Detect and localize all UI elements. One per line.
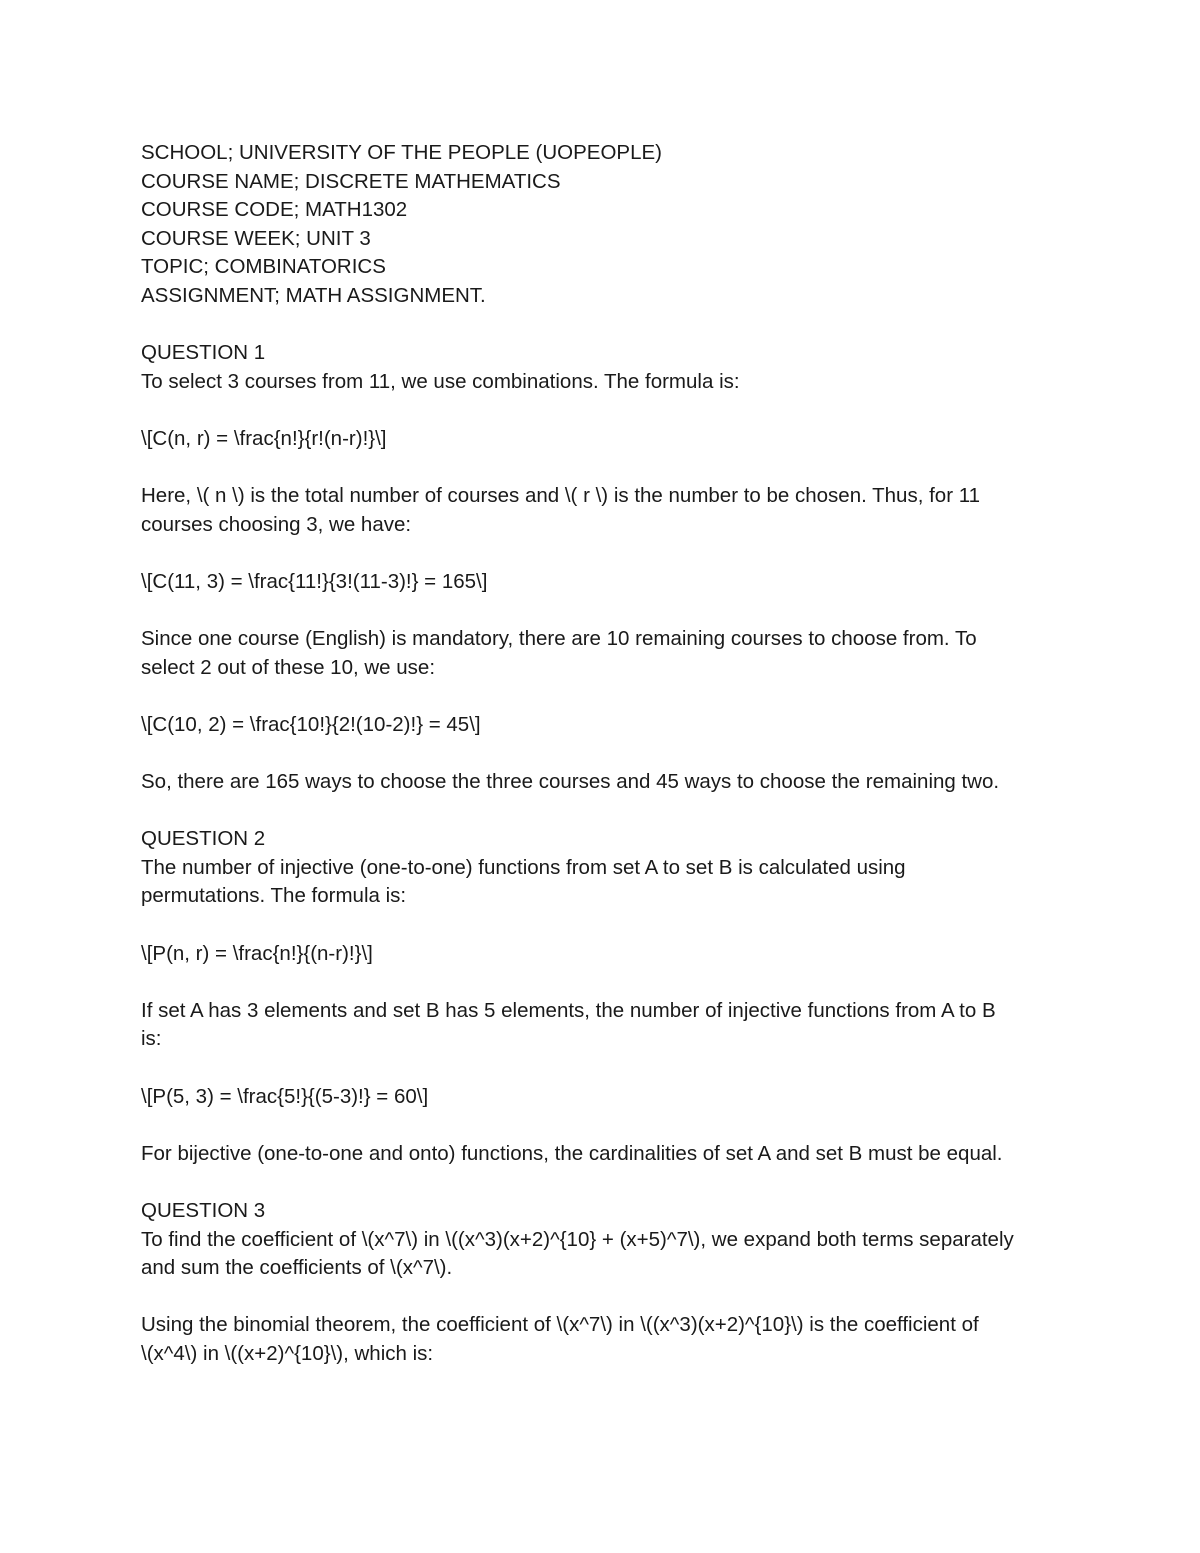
question-2-section <box>141 825 1071 1168</box>
question-1-paragraph: Here, \( n \) is the total number of courses and \( r \) is the number to be chosen. Thus, for 11 <box>141 484 980 508</box>
question-2-paragraph: If set A has 3 elements and set B has 5 elements, the number of injective functions from A to B <box>141 998 996 1022</box>
header-block <box>141 139 1071 311</box>
question-1-paragraph: So, there are 165 ways to choose the three courses and 45 ways to choose the remaining two. <box>141 770 1000 794</box>
question-2-paragraph: The number of injective (one-to-one) functions from set A to set B is calculated using <box>141 855 906 879</box>
question-1-heading: QUESTION 1 <box>141 341 266 365</box>
question-3-paragraph: Using the binomial theorem, the coefficient of \(x^7\) in \((x^3)(x+2)^{10}\) is the coefficient of <box>141 1313 979 1337</box>
question-1-paragraph: courses choosing 3, we have: <box>141 512 412 536</box>
course-name-line: COURSE NAME; DISCRETE MATHEMATICS <box>141 169 561 193</box>
school-line: SCHOOL; UNIVERSITY OF THE PEOPLE (UOPEOPLE) <box>141 141 662 164</box>
question-1-section <box>141 339 1071 797</box>
question-1-formula: \[C(11, 3) = \frac{11!}{3!(11-3)!} = 165\] <box>141 569 488 593</box>
question-2-paragraph: is: <box>141 1027 162 1051</box>
question-1-paragraph: To select 3 courses from 11, we use combinations. The formula is: <box>141 369 740 393</box>
question-2-paragraph: For bijective (one-to-one and onto) functions, the cardinalities of set A and set B must be equal. <box>141 1141 1003 1165</box>
question-1-formula: \[C(n, r) = \frac{n!}{r!(n-r)!}\] <box>141 426 387 450</box>
question-3-section <box>141 1197 1071 1369</box>
question-3-paragraph: and sum the coefficients of \(x^7\). <box>141 1256 453 1280</box>
question-2-paragraph: permutations. The formula is: <box>141 884 407 908</box>
question-2-formula: \[P(5, 3) = \frac{5!}{(5-3)!} = 60\] <box>141 1084 429 1108</box>
document-page <box>141 139 1071 1369</box>
course-week-line: COURSE WEEK; UNIT 3 <box>141 226 371 250</box>
question-2-formula: \[P(n, r) = \frac{n!}{(n-r)!}\] <box>141 941 373 965</box>
question-1-paragraph: Since one course (English) is mandatory, there are 10 remaining courses to choose from. To <box>141 627 977 651</box>
question-3-paragraph: \(x^4\) in \((x+2)^{10}\), which is: <box>141 1341 434 1365</box>
question-3-heading: QUESTION 3 <box>141 1198 266 1222</box>
topic-line: TOPIC; COMBINATORICS <box>141 255 386 279</box>
question-2-heading: QUESTION 2 <box>141 827 266 851</box>
question-1-paragraph: select 2 out of these 10, we use: <box>141 655 436 679</box>
course-code-line: COURSE CODE; MATH1302 <box>141 198 408 222</box>
question-3-paragraph: To find the coefficient of \(x^7\) in \((x^3)(x+2)^{10} + (x+5)^7\), we expand both terms separately <box>141 1227 1014 1251</box>
question-1-formula: \[C(10, 2) = \frac{10!}{2!(10-2)!} = 45\] <box>141 712 481 736</box>
assignment-line: ASSIGNMENT; MATH ASSIGNMENT. <box>141 283 486 307</box>
